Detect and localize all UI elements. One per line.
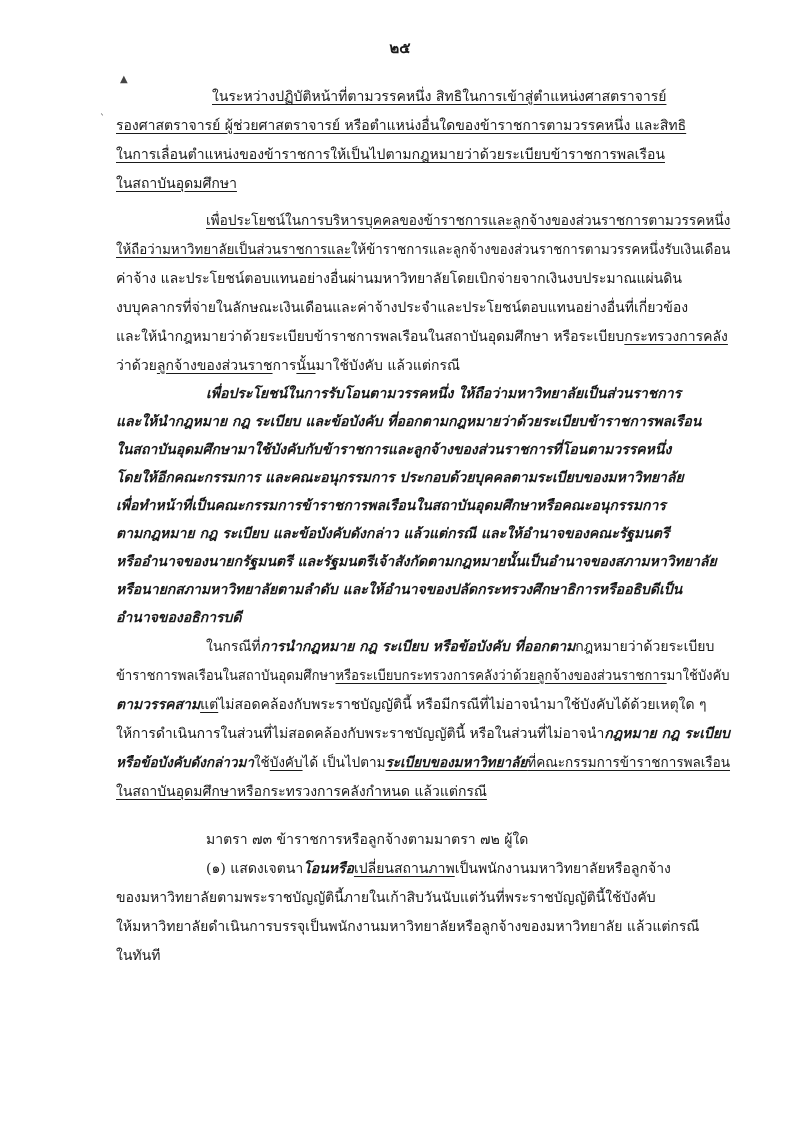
text-line: งบบุคลากรที่จ่ายในลักษณะเงินเดือนและค่าจ้างประจำและประโยชน์ตอบแทนอย่างอื่นที่เกี่ยวข้อง	[116, 300, 689, 316]
text-line	[116, 667, 730, 685]
text-span: ไม่สอดคล้องกับพระราชบัญญัตินี้ หรือมีกรณีที่ไม่อาจนำมาใช้บังคับได้ด้วยเหตุใด ๆ	[218, 697, 707, 713]
text-line: เพื่อทำหน้าที่เป็นคณะกรรมการข้าราชการพลเรือนในสถาบันอุดมศึกษาหรือคณะอนุกรรมการ	[116, 498, 666, 514]
text-line: ในระหว่างปฏิบัติหน้าที่ตามวรรคหนึ่ง สิทธิในการเข้าสู่ตำแหน่งศาสตราจารย์	[212, 89, 667, 105]
text-span: หรือข้อบังคับดังกล่าวมา	[116, 755, 254, 771]
text-span: มาใช้บังคับ แล้วแต่กรณี	[315, 358, 460, 374]
scan-mark-tick: `	[100, 114, 105, 125]
text-line: ค่าจ้าง และประโยชน์ตอบแทนอย่างอื่นผ่านมหาวิทยาลัยโดยเบิกจ่ายจากเงินงบประมาณแผ่นดิน	[116, 271, 682, 287]
text-line	[116, 357, 460, 375]
text-line: ของมหาวิทยาลัยตามพระราชบัญญัตินี้ภายในเก้าสิบวันนับแต่วันที่พระราชบัญญัตินี้ใช้บังคับ	[116, 890, 656, 906]
text-span: ใช้	[253, 755, 270, 771]
text-line: อำนาจของอธิการบดี	[116, 610, 242, 626]
text-line: ในทันที	[116, 948, 161, 964]
text-line	[206, 860, 671, 878]
text-span: ว่าด้วย	[116, 358, 157, 374]
text-line: เพื่อประโยชน์ในการบริหารบุคคลของข้าราชการและลูกจ้างของส่วนราชการตามวรรคหนึ่ง	[206, 213, 731, 229]
text-line: ในการเลื่อนตำแหน่งของข้าราชการให้เป็นไปตามกฎหมายว่าด้วยระเบียบข้าราชการพลเรือน	[116, 147, 665, 163]
text-span: กระทรวงการคลัง	[624, 329, 728, 345]
text-span: ได้ เป็นไปตาม	[302, 755, 386, 771]
text-span: ระเบียบของมหาวิทยาลัย	[385, 755, 528, 771]
text-span: นั้น	[296, 358, 316, 374]
text-span: และให้นำกฎหมายว่าด้วยระเบียบข้าราชการพลเรือนในสถาบันอุดมศึกษา หรือระเบียบ	[116, 329, 625, 345]
text-span: แต่	[200, 697, 219, 713]
section-heading: มาตรา ๗๓ ข้าราชการหรือลูกจ้างตามมาตรา ๗๒ ผู้ใด	[206, 832, 529, 848]
text-line	[116, 725, 730, 743]
text-span: กฎหมายว่าด้วยระเบียบ	[575, 639, 715, 655]
text-span: มาใช้บังคับ	[666, 668, 730, 684]
text-line	[116, 696, 707, 714]
text-line: รองศาสตราจารย์ ผู้ช่วยศาสตราจารย์ หรือตำแหน่งอื่นใดของข้าราชการตามวรรคหนึ่ง และสิทธิ	[116, 118, 687, 134]
text-span: การนำกฎหมาย กฎ ระเบียบ หรือข้อบังคับ ที่ออกตาม	[260, 639, 576, 655]
text-span: (๑) แสดงเจตนา	[206, 861, 304, 877]
text-line	[206, 638, 714, 656]
text-line: ในสถาบันอุดมศึกษามาใช้บังคับกับข้าราชการและลูกจ้างของส่วนราชการที่โอนตามวรรคหนึ่ง	[116, 442, 672, 458]
text-span: ลูกจ้างของส่วนราช	[156, 358, 273, 374]
text-span: เปลี่ยนสถานภาพ	[353, 861, 455, 877]
text-line: ให้มหาวิทยาลัยดำเนินการบรรจุเป็นพนักงานมหาวิทยาลัยหรือลูกจ้างของมหาวิทยาลัย แล้วแต่กรณี	[116, 919, 700, 935]
text-line: ในสถาบันอุดมศึกษา	[116, 176, 237, 192]
scan-mark-dot: ▲	[120, 74, 128, 85]
text-span: ที่คณะกรรมการข้าราชการพลเรือน	[527, 755, 731, 771]
text-line: และให้นำกฎหมาย กฎ ระเบียบ และข้อบังคับ ที่ออกตามกฎหมายว่าด้วยระเบียบข้าราชการพลเรือน	[116, 414, 702, 430]
text-line: หรืออำนาจของนายกรัฐมนตรี และรัฐมนตรีเจ้าสังกัดตามกฎหมายนั้นเป็นอำนาจของสภามหาวิทยาลัย	[116, 554, 717, 570]
text-span: ตามวรรคสาม	[116, 697, 201, 713]
text-span: กฎหมาย กฎ ระเบียบ	[604, 726, 730, 742]
text-span: ให้การดำเนินการในส่วนที่ไม่สอดคล้องกับพระราชบัญญัตินี้ หรือในส่วนที่ไม่อาจนำ	[116, 726, 605, 742]
text-line: ในสถาบันอุดมศึกษาหรือกระทรวงการคลังกำหนด แล้วแต่กรณี	[116, 784, 487, 800]
text-line: เพื่อประโยชน์ในการรับโอนตามวรรคหนึ่ง ให้ถือว่ามหาวิทยาลัยเป็นส่วนราชการ	[206, 386, 682, 402]
text-span: ข้าราชการพลเรือนในสถาบันอุดมศึกษา	[116, 668, 336, 684]
text-line	[116, 241, 730, 259]
text-span: เป็นพนักงานมหาวิทยาลัยหรือลูกจ้าง	[454, 861, 671, 877]
text-span: ให้ข้าราชการและลูกจ้างของส่วนราชการตามวรรคหนึ่งรับเงินเดือน	[350, 242, 731, 258]
text-span: ให้ถือว่ามหาวิทยาลัยเป็นส่วนราชการและ	[116, 242, 351, 258]
text-line: หรือนายกสภามหาวิทยาลัยตามลำดับ และให้อำนาจของปลัดกระทรวงศึกษาธิการหรืออธิบดีเป็น	[116, 582, 683, 598]
text-span: โอนหรือ	[303, 861, 354, 877]
text-span: หรือระเบียบกระทรวงการคลังว่าด้วยลูกจ้างของส่วนราชการ	[335, 668, 667, 684]
text-span: การ	[272, 358, 297, 374]
text-line	[116, 754, 730, 772]
text-line: ตามกฎหมาย กฎ ระเบียบ และข้อบังคับดังกล่าว แล้วแต่กรณี และให้อำนาจของคณะรัฐมนตรี	[116, 526, 670, 542]
text-line: โดยให้อีกคณะกรรมการ และคณะอนุกรรมการ ประกอบด้วยบุคคลตามระเบียบของมหาวิทยาลัย	[116, 470, 684, 486]
text-span: ในกรณีที่	[206, 639, 261, 655]
text-line	[116, 328, 728, 346]
text-span: บังคับ	[269, 755, 303, 771]
page-number: ๒๕	[389, 39, 411, 57]
